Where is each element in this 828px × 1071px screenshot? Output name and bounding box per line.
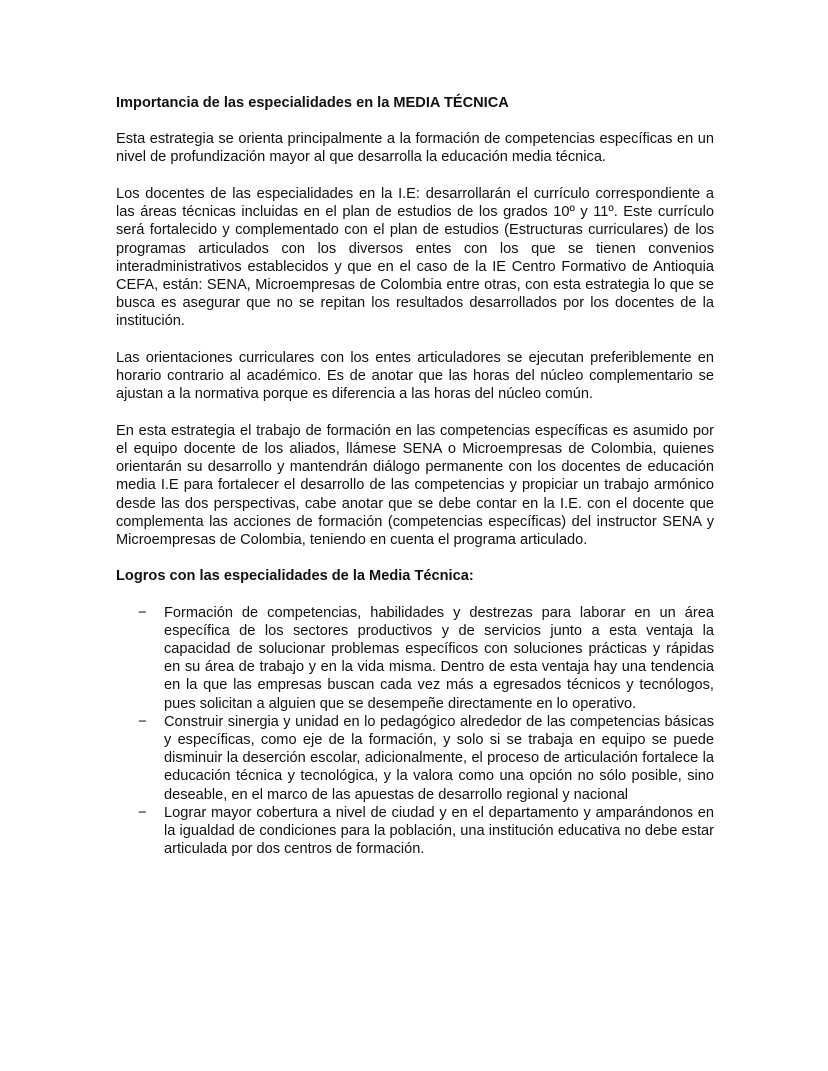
dash-bullet-icon: −: [138, 604, 147, 621]
list-item-text: Formación de competencias, habilidades y destrezas para laborar en un área específica de los sectores productivos y de servicios junto a esta ventaja la capacidad de solucionar problemas específicos con soluciones prácticas y rápidas en su área de trabajo y en la vida misma. Dentro de esta ventaja hay una tendencia en la que las empresas buscan cada vez más a egresados técnicos y tecnólogos, pues solicitan a alguien que se desempeñe directamente en lo operativo.: [164, 604, 714, 712]
section-heading-logros: Logros con las especialidades de la Media Técnica:: [116, 568, 474, 585]
dash-bullet-icon: −: [138, 713, 147, 730]
list-item-text: Construir sinergia y unidad en lo pedagógico alrededor de las competencias básicas y específicas, como eje de la formación, y solo si se trabaja en equipo se puede disminuir la deserción escolar, adicionalmente, el proceso de articulación fortalece la educación técnica y tecnológica, y la valora como una opción no sólo posible, sino deseable, en el marco de las apuestas de desarrollo regional y nacional: [164, 713, 714, 803]
document-body: [116, 94, 714, 859]
paragraph-formacion: En esta estrategia el trabajo de formación en las competencias específicas es asumido por el equipo docente de los aliados, llámese SENA o Microempresas de Colombia, quienes orientarán su desarrollo y mantendrán diálogo permanente con los docentes de educación media I.E para fortalecer el desarrollo de las competencias y propiciar un trabajo armónico desde las dos perspectivas, cabe anotar que se debe contar en la I.E. con el docente que complementa las acciones de formación (competencias específicas) del instructor SENA y Microempresas de Colombia, teniendo en cuenta el programa articulado.: [116, 422, 714, 548]
paragraph-orientaciones: Las orientaciones curriculares con los entes articuladores se ejecutan preferiblemente en horario contrario al académico. Es de anotar que las horas del núcleo complementario se ajustan a la normativa porque es diferencia a las horas del núcleo común.: [116, 349, 714, 403]
dash-bullet-icon: −: [138, 804, 147, 821]
logros-list: [116, 604, 714, 859]
list-item-text: Lograr mayor cobertura a nivel de ciudad y en el departamento y amparándonos en la igualdad de condiciones para la población, una institución educativa no debe estar articulada por dos centros de formación.: [164, 804, 714, 858]
paragraph-estrategia: Esta estrategia se orienta principalmente a la formación de competencias específicas en un nivel de profundización mayor al que desarrolla la educación media técnica.: [116, 131, 714, 166]
list-item: [116, 804, 714, 859]
list-item: [116, 604, 714, 713]
paragraph-docentes: Los docentes de las especialidades en la I.E: desarrollarán el currículo correspondiente a las áreas técnicas incluidas en el plan de estudios de los grados 10º y 11º. Este currículo será fortalecido y complementado con el plan de estudios (Estructuras curriculares) de los programas articulados con los diversos entes con los que se tienen convenios interadministrativos establecidos y que en el caso de la IE Centro Formativo de Antioquia CEFA, están: SENA, Microempresas de Colombia entre otras, con esta estrategia lo que se busca es asegurar que no se repitan los resultados desarrollados por los docentes de la institución.: [116, 185, 714, 330]
list-item: [116, 713, 714, 804]
section-heading-importancia: Importancia de las especialidades en la MEDIA TÉCNICA: [116, 95, 509, 111]
